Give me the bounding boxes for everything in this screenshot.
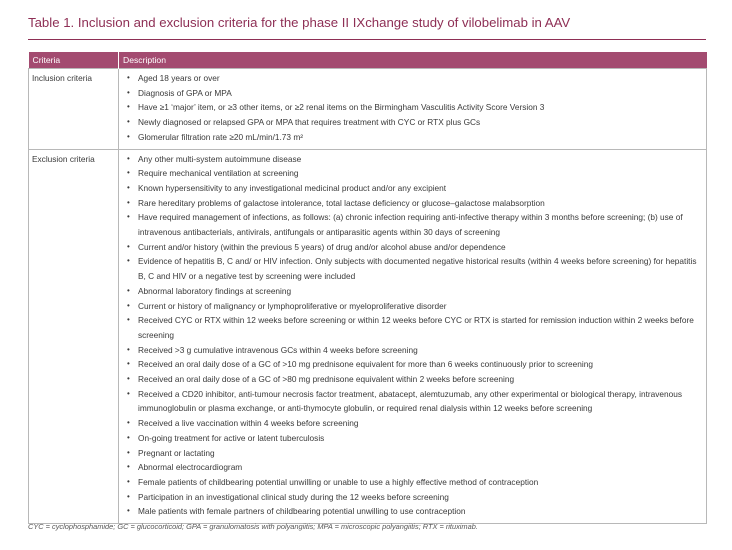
- list-item: • Received an oral daily dose of a GC of >80 mg prednisone equivalent within 2 weeks before screening: [123, 372, 702, 387]
- table-title: Table 1. Inclusion and exclusion criteria for the phase II IXchange study of vilobelimab in AAV: [28, 15, 571, 30]
- list-item: • Received an oral daily dose of a GC of >10 mg prednisone equivalent for more than 6 weeks continuously prior to screening: [123, 357, 702, 372]
- exclusion-description: [119, 149, 707, 524]
- list-item: • Evidence of hepatitis B, C and/ or HIV infection. Only subjects with documented negative historical results (within 4 weeks before screening) for hepatitis B, C and HIV or a negative test by screening were included: [123, 254, 702, 283]
- list-item: • Current or history of malignancy or lymphoproliferative or myeloproliferative disorder: [123, 299, 702, 314]
- list-item: • Require mechanical ventilation at screening: [123, 166, 702, 181]
- list-item: • Known hypersensitivity to any investigational medicinal product and/or any excipient: [123, 181, 702, 196]
- list-item: • Received CYC or RTX within 12 weeks before screening or within 12 weeks before CYC or RTX is started for remission induction within 2 weeks before screening: [123, 313, 702, 342]
- inclusion-description: [119, 69, 707, 150]
- criteria-table: [28, 52, 707, 524]
- exclusion-row: [29, 149, 707, 524]
- list-item: • Newly diagnosed or relapsed GPA or MPA that requires treatment with CYC or RTX plus GCs: [123, 115, 702, 130]
- list-item: • Glomerular filtration rate ≥20 mL/min/1.73 m²: [123, 130, 702, 145]
- list-item: • Received a live vaccination within 4 weeks before screening: [123, 416, 702, 431]
- list-item: • Diagnosis of GPA or MPA: [123, 86, 702, 101]
- list-item: • Abnormal electrocardiogram: [123, 460, 702, 475]
- list-item: • On-going treatment for active or latent tuberculosis: [123, 431, 702, 446]
- list-item: • Any other multi-system autoimmune disease: [123, 152, 702, 167]
- list-item: • Male patients with female partners of childbearing potential unwilling to use contraception: [123, 504, 702, 519]
- list-item: • Participation in an investigational clinical study during the 12 weeks before screening: [123, 490, 702, 505]
- inclusion-label: Inclusion criteria: [29, 69, 119, 150]
- table-footnote: CYC = cyclophosphamide; GC = glucocorticoid; GPA = granulomatosis with polyangiitis; MPA = microscopic polyangiitis; RTX = rituximab.: [28, 522, 478, 531]
- inclusion-row: [29, 69, 707, 150]
- list-item: • Female patients of childbearing potential unwilling or unable to use a highly effective method of contraception: [123, 475, 702, 490]
- exclusion-list: [123, 152, 702, 520]
- table-header-row: [29, 52, 707, 69]
- list-item: • Have required management of infections, as follows: (a) chronic infection requiring anti-infective therapy within 3 months before screening; (b) use of intravenous antibacterials, antivirals, antifungals or antiparasitic agents within 30 days of screening: [123, 210, 702, 239]
- column-header-criteria: Criteria: [29, 52, 119, 69]
- list-item: • Received a CD20 inhibitor, anti-tumour necrosis factor treatment, abatacept, alemtuzumab, any other experimental or biological therapy, intravenous immunoglobulin or plasma exchange, or anti-thymocyte globulin, or required renal dialysis within 12 weeks before screening: [123, 387, 702, 416]
- list-item: • Rare hereditary problems of galactose intolerance, total lactase deficiency or glucose–galactose malabsorption: [123, 196, 702, 211]
- list-item: • Received >3 g cumulative intravenous GCs within 4 weeks before screening: [123, 343, 702, 358]
- inclusion-list: [123, 71, 702, 145]
- list-item: • Abnormal laboratory findings at screening: [123, 284, 702, 299]
- list-item: • Have ≥1 ‘major’ item, or ≥3 other items, or ≥2 renal items on the Birmingham Vasculitis Activity Score Version 3: [123, 100, 702, 115]
- list-item: • Aged 18 years or over: [123, 71, 702, 86]
- list-item: • Current and/or history (within the previous 5 years) of drug and/or alcohol abuse and/or dependence: [123, 240, 702, 255]
- title-divider: [28, 39, 706, 40]
- list-item: • Pregnant or lactating: [123, 446, 702, 461]
- column-header-description: Description: [119, 52, 707, 69]
- exclusion-label: Exclusion criteria: [29, 149, 119, 524]
